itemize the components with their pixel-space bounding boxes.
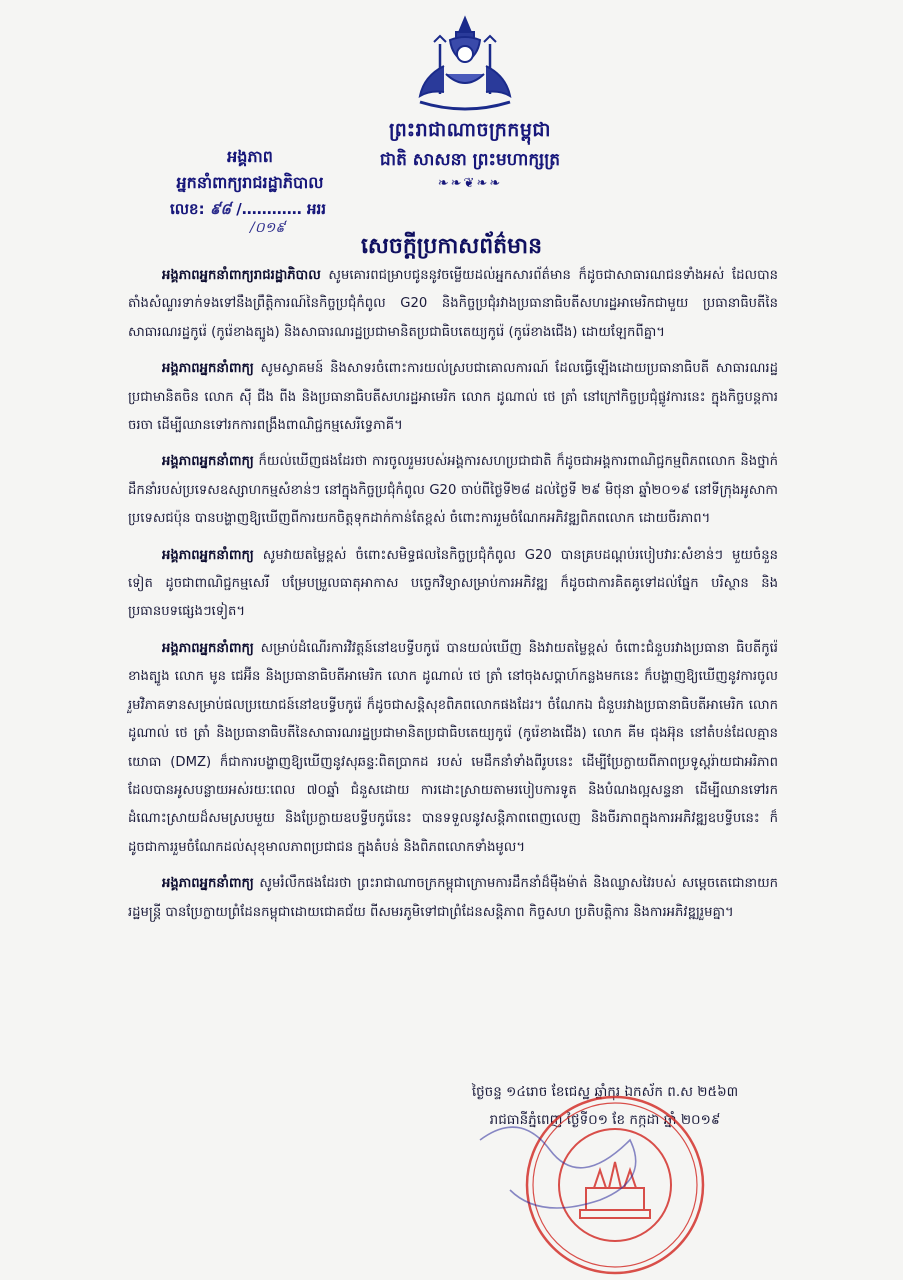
paragraph: អង្គភាពអ្នកនាំពាក្យ ក៏យល់ឃើញផងដែរថា ការចូលរួមរបស់អង្គការសហប្រជាជាតិ ក៏ដូចជាអង្គការពាណិជ្ជកម្មពិភពលោក និងថ្នាក់ដឹកនាំរបស់ប្រទេសឧស្សាហកម្មសំខាន់ៗ នៅក្នុងកិច្ចប្រជុំកំពូល G20 ចាប់ពីថ្ងៃទី២៨ ដល់ថ្ងៃទី ២៩ មិថុនា ឆ្នាំ២០១៩ នៅទីក្រុងអូសាកា ប្រទេសជប៉ុន បានបង្ហាញឱ្យឃើញពីការយកចិត្តទុកដាក់កាន់តែខ្ពស់ ចំពោះការរួមចំណែកអភិវឌ្ឍពិភពលោក ដោយចីរភាព។ xyxy=(128,454,778,527)
kingdom-heading xyxy=(320,118,620,191)
royal-emblem-icon xyxy=(400,14,530,114)
kingdom-name: ព្រះរាជាណាចក្រកម្ពុជា xyxy=(389,119,551,141)
place-date: រាជធានីភ្នំពេញ ថ្ងៃទី០១ ខែ កក្កដា ឆ្នាំ ២០១៩ xyxy=(489,1112,721,1128)
document-title: សេចក្តីប្រកាសព័ត៌មាន xyxy=(360,234,543,259)
ref-handwritten-year: /០១៩ xyxy=(250,220,286,236)
ref-dots: /………… xyxy=(236,200,302,218)
ref-handwritten-number: ៩៨ xyxy=(209,200,232,218)
paragraph: អង្គភាពអ្នកនាំពាក្យ សម្រាប់ដំណើរការវិវត្តន៍នៅឧបទ្វីបកូរ៉េ បានយល់ឃើញ និងវាយតម្លៃខ្ពស់ ចំពោះជំនួបរវាងប្រធានា ធិបតីកូរ៉េខាងត្បូង លោក មូន ជេអ៊ីន និងប្រធានាធិបតីអាមេរិក លោក ដូណាល់ ថេ ត្រាំ នៅចុងសប្តាហ៍កន្លងមកនេះ ក៏បង្ហាញឱ្យឃើញនូវការចូលរួមវិភាគទានសម្រាប់ផលប្រយោជន៍នៅឧបទ្វីបកូរ៉េ ក៏ដូចជាសន្តិសុខពិភពលោកផងដែរ។ ចំណែកឯ ជំនួបរវាងប្រធានាធិបតីអាមេរិក លោក ដូណាល់ ថេ ត្រាំ និងប្រធានាធិបតីនៃសាធារណរដ្ឋប្រជាមានិតប្រជាធិបតេយ្យកូរ៉េ (កូរ៉េខាងជើង) លោក គីម ជុងអ៊ុន នៅតំបន់ដែលគ្មានយោធា (DMZ) ក៏ជាការបង្ហាញឱ្យឃើញនូវសុឆន្ទៈពិតប្រាកដ របស់ មេដឹកនាំទាំងពីរូបនេះ ដើម្បីប្រែក្លាយពីភាពប្រទូស្តរ៉ាយជាអរិភាព ដែលបានអូសបន្លាយអស់រយៈពេល ៧០ឆ្នាំ ជំនួសដោយ ការដោះស្រាយតាមរបៀបការទូត និងបំណងល្អសន្ទនា ដើម្បីឈានទៅរកដំណោះស្រាយដ៏សមស្របមួយ និងប្រែក្លាយឧបទ្វីបកូរ៉េនេះ បានទទួលនូវសន្តិភាពពេញលេញ និងចីរភាពក្នុងការអភិវឌ្ឍឧបទ្វីបនេះ ក៏ដូចជាការរួមចំណែកដល់សុខុមាលភាពប្រជាជន ក្នុងតំបន់ និងពិភពលោកទាំងមូល។ xyxy=(128,640,778,855)
paragraph: អង្គភាពអ្នកនាំពាក្យ សូមរំលឹកផងដែរថា ព្រះរាជាណាចក្រកម្ពុជាក្រោមការដឹកនាំដ៏ម៉ឺងម៉ាត់ និងឈ្លាសវៃរបស់ សម្តេចតេជោនាយករដ្ឋមន្ត្រី បានប្រែក្លាយព្រំដែនកម្ពុជាដោយជោគជ័យ ពីសមរភូមិទៅជាព្រំដែនសន្តិភាព កិច្ចសហ ប្រតិបត្តិការ និងការអភិវឌ្ឍរួមគ្នា។ xyxy=(128,876,778,920)
national-motto: ជាតិ សាសនា ព្រះមហាក្សត្រ xyxy=(379,150,561,170)
ref-label: លេខ: xyxy=(170,200,205,218)
ornament-divider: ❧❧❦❧❧ xyxy=(437,176,503,191)
signature-icon xyxy=(460,1100,700,1260)
document-body xyxy=(128,262,778,935)
paragraph: អង្គភាពអ្នកនាំពាក្យរាជរដ្ឋាភិបាល សូមគោរពជម្រាបជូននូវចម្លើយដល់អ្នកសារព័ត៌មាន ក៏ដូចជាសាធារណជនទាំងអស់ ដែលបានតាំងសំណួរទាក់ទងទៅនឹងព្រឹត្តិការណ៍នៃកិច្ចប្រជុំកំពូល G20 និងកិច្ចប្រជុំរវាងប្រធានាធិបតីសហរដ្ឋអាមេរិកជាមួយ ប្រធានាធិបតីនៃសាធារណរដ្ឋកូរ៉េ (កូរ៉េខាងត្បូង) និងសាធារណរដ្ឋប្រជាមានិតប្រជាធិបតេយ្យកូរ៉េ (កូរ៉េខាងជើង) ដោយឡែកពីគ្នា។ xyxy=(128,268,778,340)
issuing-unit xyxy=(150,146,350,239)
unit-name: អ្នកនាំពាក្យរាជរដ្ឋាភិបាល xyxy=(176,173,324,192)
lunar-date: ថ្ងៃចន្ទ ១៤រោច ខែជេស្ឋ ឆ្នាំកុរ ឯកស័ក ព.ស ២៥៦៣ xyxy=(471,1084,739,1100)
unit-label: អង្គភាព xyxy=(227,147,273,166)
ref-suffix: អររ xyxy=(307,200,327,218)
paragraph: អង្គភាពអ្នកនាំពាក្យ សូមស្វាគមន៍ និងសាទរចំពោះការយល់ស្របជាគោលការណ៍ ដែលធ្វើឡើងដោយប្រធានាធិបតី សាធារណរដ្ឋប្រជាមានិតចិន លោក ស៊ី ជីង ពីង និងប្រធានាធិបតីសហរដ្ឋអាមេរិក លោក ដូណាល់ ថេ ត្រាំ នៅក្រៅកិច្ចប្រជុំផ្លូវការនេះ ក្នុងកិច្ចបន្តការចរចា ដើម្បីឈានទៅរកការពង្រឹងពាណិជ្ជកម្មសេរីទ្វេភាគី។ xyxy=(128,361,778,434)
paragraph: អង្គភាពអ្នកនាំពាក្យ សូមវាយតម្លៃខ្ពស់ ចំពោះសមិទ្ធផលនៃកិច្ចប្រជុំកំពូល G20 បានគ្របដណ្តប់របៀបវារៈសំខាន់ៗ មួយចំនួនទៀត ដូចជាពាណិជ្ជកម្មសេរី បម្រែបម្រួលធាតុអាកាស បច្ចេកវិទ្យាសម្រាប់ការអភិវឌ្ឍ ក៏ដូចជាការគិតគូទៅដល់ផ្នែក បរិស្ថាន និងប្រធានបទផ្សេងៗទៀត។ xyxy=(128,547,778,620)
